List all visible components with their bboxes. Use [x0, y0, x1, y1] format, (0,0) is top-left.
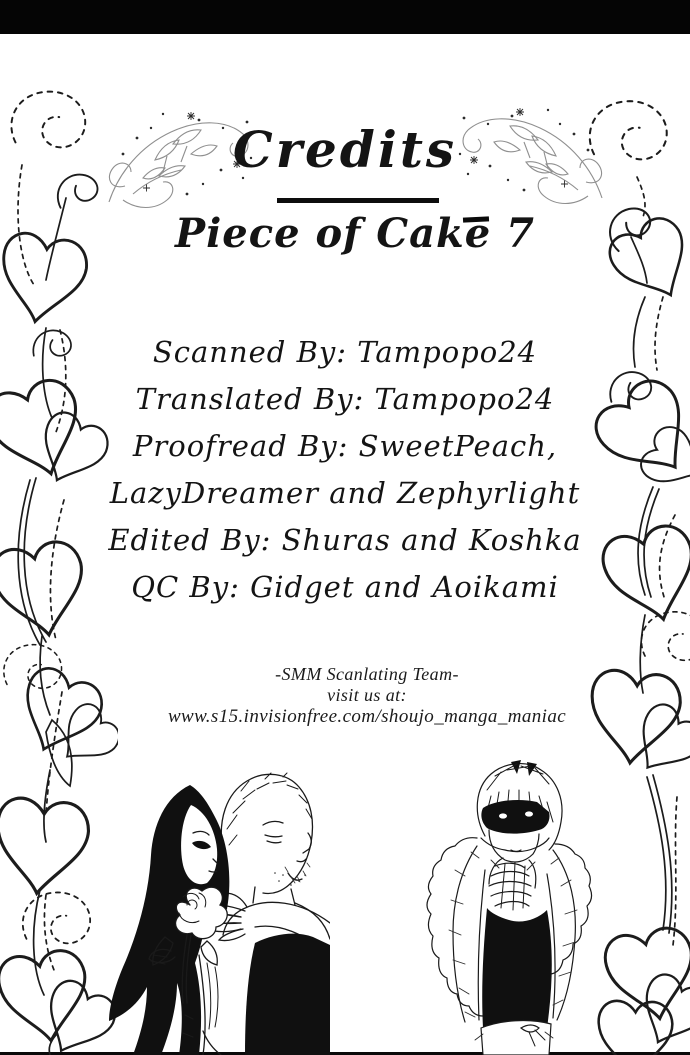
- title-underline: [277, 198, 439, 203]
- team-visit: visit us at:: [327, 685, 407, 705]
- team-footer: [22, 664, 690, 727]
- credits-list: [0, 329, 690, 611]
- credit-line-edited: Edited By: Shuras and Koshka: [108, 523, 582, 557]
- team-url: www.s15.invisionfree.com/shoujo_manga_maniac: [167, 706, 567, 727]
- couple-with-rose-illustration: [95, 755, 330, 1055]
- scan-edge-top: [0, 0, 690, 34]
- fur-coat-woman-illustration: [425, 750, 605, 1055]
- credit-line-proofread-cont: LazyDreamer and Zephyrlight: [109, 476, 581, 510]
- credit-line-scanned: Scanned By: Tampopo24: [152, 335, 538, 369]
- page-subtitle: Piece of Cake 7: [175, 210, 535, 257]
- page-title: Credits: [232, 120, 458, 179]
- credit-line-proofread: Proofread By: SweetPeach,: [132, 429, 558, 463]
- team-name: -SMM Scanlating Team-: [275, 664, 459, 684]
- credit-line-qc: QC By: Gidget and Aoikami: [131, 570, 559, 604]
- credit-line-translated: Translated By: Tampopo24: [135, 382, 555, 416]
